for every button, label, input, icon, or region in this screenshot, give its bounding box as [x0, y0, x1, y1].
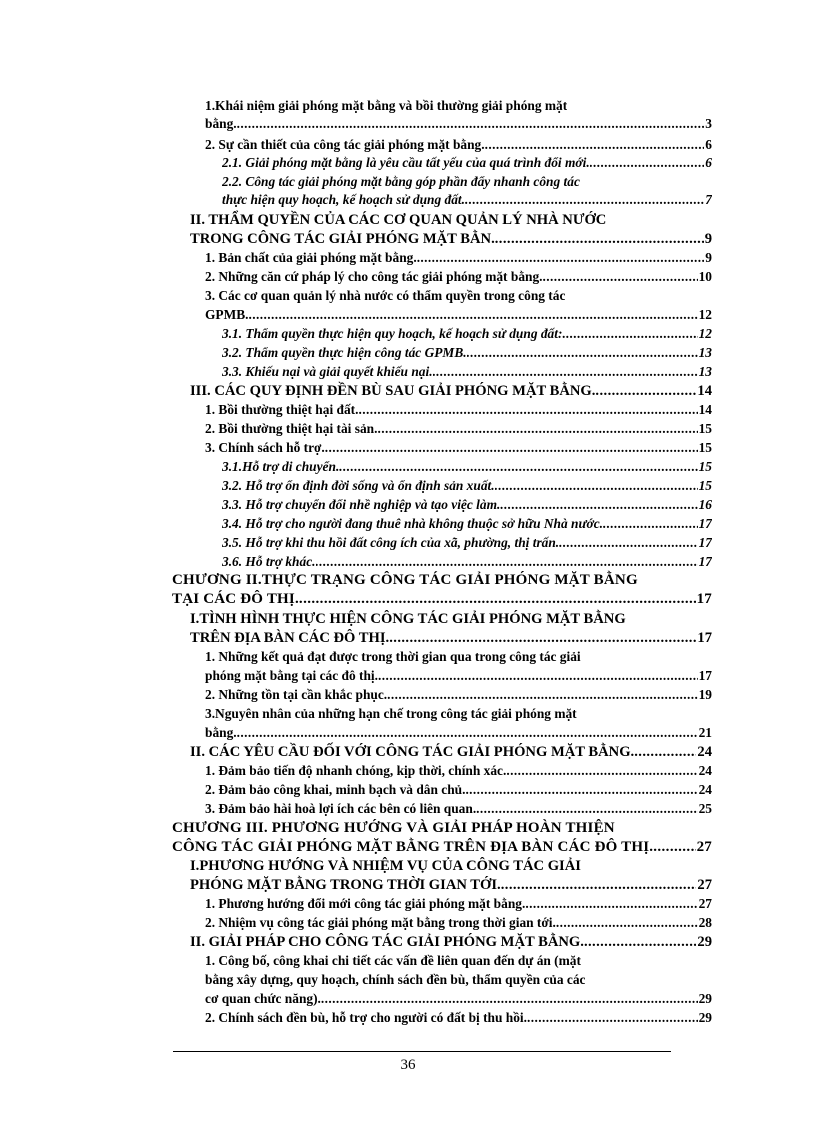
toc-page-number: 24 — [698, 782, 712, 797]
toc-entry — [190, 628, 712, 648]
toc-entry — [205, 438, 712, 458]
toc-entry-line: CHƯƠNG II.THỰC TRẠNG CÔNG TÁC GIẢI PHÓNG MẶT BẰNG — [172, 572, 638, 588]
toc-page-number: 13 — [698, 364, 712, 379]
toc-entry-line: II. THẨM QUYỀN CỦA CÁC CƠ QUAN QUẢN LÝ NHÀ NƯỚC — [190, 212, 607, 228]
toc-leader-dots — [299, 589, 696, 609]
toc-entry-line: 2.2. Công tác giải phóng mặt bằng góp phần đẩy nhanh công tác — [222, 174, 580, 189]
toc-entry-title: 2. Những tồn tại cần khắc phục. — [205, 687, 388, 702]
toc-leader-dots — [476, 799, 697, 819]
toc-leader-dots — [595, 381, 696, 401]
toc-leader-dots — [389, 628, 696, 648]
toc-leader-dots — [358, 400, 697, 420]
toc-leader-dots — [321, 989, 698, 1009]
toc-entry-title: 2. Đảm bảo công khai, minh bạch và dân chủ. — [205, 782, 466, 797]
toc-entry-title: 1. Bồi thường thiệt hại đất. — [205, 402, 359, 417]
toc-entry — [222, 324, 712, 344]
toc-entry-line: 1. Những kết quả đạt được trong thời gian qua trong công tác giải — [205, 649, 581, 664]
toc-entry-title: TẠI CÁC ĐÔ THỊ. — [172, 591, 299, 607]
toc-page-number: 25 — [698, 801, 712, 816]
toc-entry — [205, 666, 712, 686]
toc-leader-dots — [433, 362, 698, 382]
toc-page-number: 17 — [698, 668, 712, 683]
toc-page-number: 16 — [698, 497, 712, 512]
toc-page-number: 29 — [698, 991, 712, 1006]
toc-entry — [205, 989, 712, 1009]
toc-entry-line: bằng xây dựng, quy hoạch, chính sách đền bù, thẩm quyền của các — [205, 972, 586, 987]
toc-entry-line: 1. Công bố, công khai chi tiết các vấn đề liên quan đến dự án (mặt — [205, 953, 581, 968]
toc-page-number: 17 — [698, 516, 712, 531]
toc-page-number: 17 — [697, 630, 712, 646]
toc-entry-title: phóng mặt bằng tại các đô thị. — [205, 668, 378, 683]
toc-page-number: 15 — [698, 478, 712, 493]
toc-entry-title: bằng. — [205, 116, 237, 131]
toc-entry-title: II. GIẢI PHÁP CHO CÔNG TÁC GIẢI PHÓNG MẶT BẰNG. — [190, 934, 584, 950]
toc-entry — [222, 476, 712, 496]
toc-leader-dots — [506, 761, 697, 781]
toc-page-number: 10 — [698, 269, 712, 284]
toc-entry-title: 3.6. Hỗ trợ khác. — [222, 554, 316, 569]
toc-page-number: 6 — [705, 155, 712, 170]
toc-entry-title: CÔNG TÁC GIẢI PHÓNG MẶT BẰNG TRÊN ĐỊA BÀN CÁC ĐÔ THỊ. — [172, 839, 654, 855]
toc-entry-title: 3.1.Hỗ trợ di chuyển. — [222, 459, 340, 474]
toc-leader-dots — [387, 685, 697, 705]
toc-page-number: 24 — [697, 744, 712, 760]
toc-page-number: 29 — [697, 934, 712, 950]
toc-page-number: 19 — [698, 687, 712, 702]
toc-entry — [190, 875, 712, 895]
toc-entry-title: 3.3. Khiếu nại và giải quyết khiếu nại. — [222, 364, 433, 379]
toc-entry — [172, 837, 712, 857]
toc-leader-dots — [501, 875, 697, 895]
toc-leader-dots — [584, 932, 696, 952]
toc-entry — [205, 913, 712, 933]
toc-page-number: 15 — [698, 459, 712, 474]
toc-leader-dots — [465, 190, 704, 210]
toc-entry-title: thực hiện quy hoạch, kế hoạch sử dụng đất. — [222, 192, 465, 207]
toc-entry-title: 3.2. Hỗ trợ ổn định đời sống và ổn định sản xuất. — [222, 478, 495, 493]
toc-entry — [205, 761, 712, 781]
toc-entry-title: 3. Đảm bảo hài hoà lợi ích các bên có liên quan. — [205, 801, 477, 816]
toc-leader-dots — [653, 837, 695, 857]
toc-page-number: 9 — [704, 231, 712, 247]
toc-page-number: 17 — [696, 591, 712, 607]
toc-leader-dots — [467, 343, 698, 363]
toc-entry-line: 3. Các cơ quan quản lý nhà nước có thẩm quyền trong công tác — [205, 288, 566, 303]
toc-entry-title: 2. Những căn cứ pháp lý cho công tác giải phóng mặt bằng. — [205, 269, 543, 284]
toc-page-number: 27 — [697, 877, 712, 893]
toc-entry — [190, 229, 712, 249]
toc-entry-title: 1. Đảm bảo tiến độ nhanh chóng, kịp thời, chính xác. — [205, 763, 507, 778]
toc-leader-dots — [316, 552, 698, 572]
toc-leader-dots — [590, 153, 705, 173]
toc-leader-dots — [525, 894, 697, 914]
toc-leader-dots — [634, 742, 696, 762]
toc-entry-title: cơ quan chức năng). — [205, 991, 321, 1006]
toc-entry — [205, 799, 712, 819]
toc-entry-title: 2. Nhiệm vụ công tác giải phóng mặt bằng trong thời gian tới. — [205, 915, 556, 930]
toc-entry — [205, 419, 712, 439]
toc-entry — [222, 190, 712, 210]
toc-entry — [222, 552, 712, 572]
toc-entry-title: 3. Chính sách hỗ trợ. — [205, 440, 325, 455]
toc-page-number: 17 — [698, 554, 712, 569]
toc-leader-dots — [603, 514, 698, 534]
toc-entry-title: 3.2. Thẩm quyền thực hiện công tác GPMB. — [222, 345, 467, 360]
toc-entry — [205, 894, 712, 914]
toc-entry-line: I.TÌNH HÌNH THỰC HIỆN CÔNG TÁC GIẢI PHÓNG MẶT BẰNG — [190, 611, 626, 627]
toc-page-number: 14 — [697, 383, 712, 399]
toc-page-number: 6 — [705, 137, 712, 152]
toc-entry — [222, 514, 712, 534]
toc-entry-title: 2. Sự cần thiết của công tác giải phóng mặt bằng. — [205, 137, 485, 152]
toc-page-number: 3 — [705, 116, 712, 131]
toc-entry — [222, 362, 712, 382]
toc-leader-dots — [562, 324, 697, 344]
toc-entry-title: 2. Bồi thường thiệt hại tài sản. — [205, 421, 378, 436]
toc-entry-title: 3.3. Hỗ trợ chuyển đổi nhề nghiệp và tạo việc làm. — [222, 497, 501, 512]
toc-entry-line: 3.Nguyên nhân của những hạn chế trong công tác giải phóng mặt — [205, 706, 577, 721]
toc-entry-title: TRONG CÔNG TÁC GIẢI PHÓNG MẶT BẰN. — [190, 231, 495, 247]
toc-page-number: 15 — [698, 421, 712, 436]
toc-page-number: 17 — [698, 535, 712, 550]
toc-page-number: 27 — [696, 839, 712, 855]
toc-entry — [205, 114, 712, 134]
toc-entry — [222, 533, 712, 553]
toc-leader-dots — [325, 438, 698, 458]
toc-entry — [205, 267, 712, 287]
toc-leader-dots — [377, 419, 697, 439]
toc-leader-dots — [378, 666, 698, 686]
toc-entry — [222, 457, 712, 477]
toc-page-number: 12 — [698, 326, 712, 341]
toc-leader-dots — [237, 723, 698, 743]
toc-entry-line: CHƯƠNG III. PHƯƠNG HƯỚNG VÀ GIẢI PHÁP HOÀN THIỆN — [172, 820, 615, 836]
toc-leader-dots — [543, 267, 698, 287]
toc-entry-title: GPMB. — [205, 307, 249, 322]
toc-entry — [205, 685, 712, 705]
toc-entry — [205, 305, 712, 325]
toc-entry-title: 2. Chính sách đền bù, hỗ trợ cho người có đất bị thu hồi. — [205, 1010, 528, 1025]
toc-leader-dots — [465, 780, 697, 800]
toc-leader-dots — [527, 1008, 698, 1028]
toc-leader-dots — [417, 248, 705, 268]
toc-entry-line: 1.Khái niệm giải phóng mặt bằng và bồi thường giải phóng mặt — [205, 98, 568, 113]
toc-leader-dots — [559, 533, 697, 553]
toc-page-number: 14 — [698, 402, 712, 417]
toc-entry — [205, 248, 712, 268]
toc-page-number: 7 — [705, 192, 712, 207]
toc-leader-dots — [495, 476, 698, 496]
toc-entry — [205, 723, 712, 743]
toc-page-number: 12 — [698, 307, 712, 322]
toc-entry-title: 3.5. Hỗ trợ khi thu hồi đất công ích của xã, phường, thị trấn. — [222, 535, 560, 550]
toc-entry — [205, 135, 712, 155]
toc-entry-title: II. CÁC YÊU CẦU ĐỐI VỚI CÔNG TÁC GIẢI PHÓNG MẶT BẰNG. — [190, 744, 635, 760]
toc-entry-title: 1. Phương hướng đổi mới công tác giải phóng mặt bằng. — [205, 896, 526, 911]
toc-page-number: 13 — [698, 345, 712, 360]
toc-entry — [205, 780, 712, 800]
toc-page-number: 24 — [698, 763, 712, 778]
toc-leader-dots — [339, 457, 697, 477]
toc-entry-title: bằng. — [205, 725, 237, 740]
toc-entry — [172, 589, 712, 609]
toc-page-number: 15 — [698, 440, 712, 455]
toc-entry — [222, 495, 712, 515]
toc-entry-title: 3.4. Hỗ trợ cho người đang thuê nhà không thuộc sở hữu Nhà nước. — [222, 516, 603, 531]
toc-leader-dots — [485, 135, 705, 155]
toc-entry-title: III. CÁC QUY ĐỊNH ĐỀN BÙ SAU GIẢI PHÓNG MẶT BẰNG. — [190, 383, 596, 399]
page-number: 36 — [400, 1057, 416, 1073]
toc-entry-title: 1. Bản chất của giải phóng mặt bằng. — [205, 250, 417, 265]
toc-entry-title: TRÊN ĐỊA BÀN CÁC ĐÔ THỊ. — [190, 630, 390, 646]
toc-page-number: 27 — [698, 896, 712, 911]
footer-divider — [173, 1051, 671, 1052]
toc-page-number: 29 — [698, 1010, 712, 1025]
toc-entry — [190, 742, 712, 762]
toc-leader-dots — [237, 114, 705, 134]
toc-entry — [222, 343, 712, 363]
toc-page-number: 21 — [698, 725, 712, 740]
toc-entry — [190, 932, 712, 952]
toc-entry — [190, 381, 712, 401]
toc-leader-dots — [500, 495, 697, 515]
toc-entry — [222, 153, 712, 173]
toc-entry-line: I.PHƯƠNG HƯỚNG VÀ NHIỆM VỤ CỦA CÔNG TÁC GIẢI — [190, 858, 581, 874]
toc-entry-title: 3.1. Thẩm quyền thực hiện quy hoạch, kế hoạch sử dụng đất: — [222, 326, 563, 341]
toc-entry-title: PHÓNG MẶT BẰNG TRONG THỜI GIAN TỚI. — [190, 877, 501, 893]
toc-entry-title: 2.1. Giải phóng mặt bằng là yêu cầu tất yếu của quá trình đổi mới. — [222, 155, 590, 170]
toc-entry — [205, 400, 712, 420]
toc-entry — [205, 1008, 712, 1028]
toc-page-number: 9 — [705, 250, 712, 265]
toc-page-number: 28 — [698, 915, 712, 930]
toc-leader-dots — [249, 305, 698, 325]
toc-leader-dots — [556, 913, 698, 933]
toc-leader-dots — [495, 229, 704, 249]
